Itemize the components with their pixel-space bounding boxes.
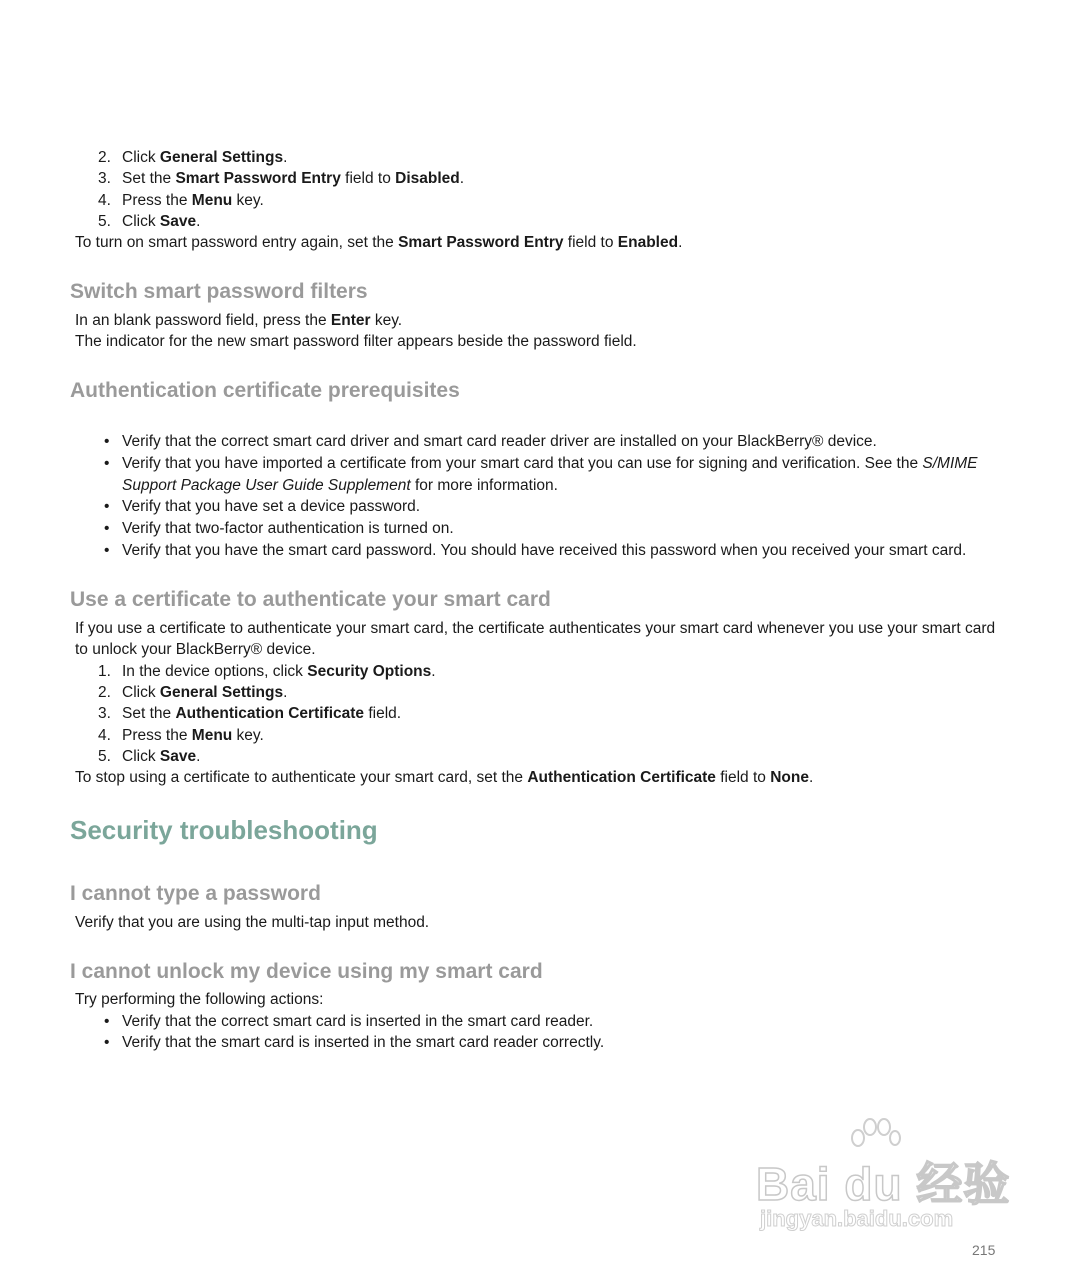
bullet: • xyxy=(104,1034,110,1051)
note-paragraph: To turn on smart password entry again, set the Smart Password Entry field to Enabled. xyxy=(75,234,683,251)
bullet: • xyxy=(104,498,110,515)
document-page: 2. Click General Settings. 3. Set the Smart Password Entry field to Disabled. 4. Press the Menu key. 5. Click Save. To turn on smart password entry again, set the Smart Password Entry field to Enabled. Switch smart password filters In an blank password field, press the Enter key. The indicator for the new smart password filter appears beside the password field. Authentication certificate prerequisites • Verify that the correct smart card driver and smart card reader driver are installed on your BlackBerry® device. • Verify that you have imported a certificate from your smart card that you can use for signing and verification. See the S/MIME Support Package User Guide Supplement for more information. • Verify that you have set a device password. • Verify that two-factor authentication is turned on. • Verify that you have the smart card password. You should have received this password when you received your smart card. Use a certificate to authenticate your smart card If you use a certificate to authenticate your smart card, the certificate authenticates your smart card whenever you use your smart card to unlock your BlackBerry® device. 1. In the device options, click Security Options. 2. Click General Settings. 3. Set the Authentication Certificate field. 4. Press the Menu key. 5. Click Save. To stop using a certificate to authenticate your smart card, set the Authentication Certificate field to None. Security troubleshooting I cannot type a password Verify that you are using the multi-tap input method. I cannot unlock my device using my smart card Try performing the following actions: • Verify that the correct smart card is inserted in the smart card reader. • Verify that the smart card is inserted in the smart card reader correctly. Bai du 经验 jingyan.baidu.com 215 xyxy=(70,149,1011,1258)
section-heading: Use a certificate to authenticate your smart card xyxy=(70,588,551,611)
bullet: • xyxy=(104,1013,110,1030)
note-paragraph: To stop using a certificate to authenticate your smart card, set the Authentication Certificate field to None. xyxy=(75,769,814,786)
paragraph: In an blank password field, press the Enter key. xyxy=(75,312,403,329)
bullet: • xyxy=(104,433,110,450)
section-heading: Switch smart password filters xyxy=(70,280,368,303)
bullet: • xyxy=(104,455,110,472)
paragraph: The indicator for the new smart password filter appears beside the password field. xyxy=(75,333,637,350)
watermark-text: Bai du 经验 xyxy=(756,1158,1011,1210)
paragraph: to unlock your BlackBerry® device. xyxy=(75,641,316,658)
chapter-heading: Security troubleshooting xyxy=(70,815,378,845)
paragraph: Verify that you are using the multi-tap input method. xyxy=(75,914,430,931)
section-heading: I cannot type a password xyxy=(70,882,321,905)
page-number: 215 xyxy=(972,1242,996,1258)
section-heading: Authentication certificate prerequisites xyxy=(70,379,460,402)
section-heading: I cannot unlock my device using my smart card xyxy=(70,960,543,983)
watermark-url: jingyan.baidu.com xyxy=(760,1206,954,1231)
bullet: • xyxy=(104,520,110,537)
baidu-watermark xyxy=(752,1118,1012,1238)
paragraph: Try performing the following actions: xyxy=(75,991,324,1008)
bullet: • xyxy=(104,542,110,559)
paragraph: If you use a certificate to authenticate your smart card, the certificate authenticates your smart card whenever you use your smart card xyxy=(75,620,996,637)
